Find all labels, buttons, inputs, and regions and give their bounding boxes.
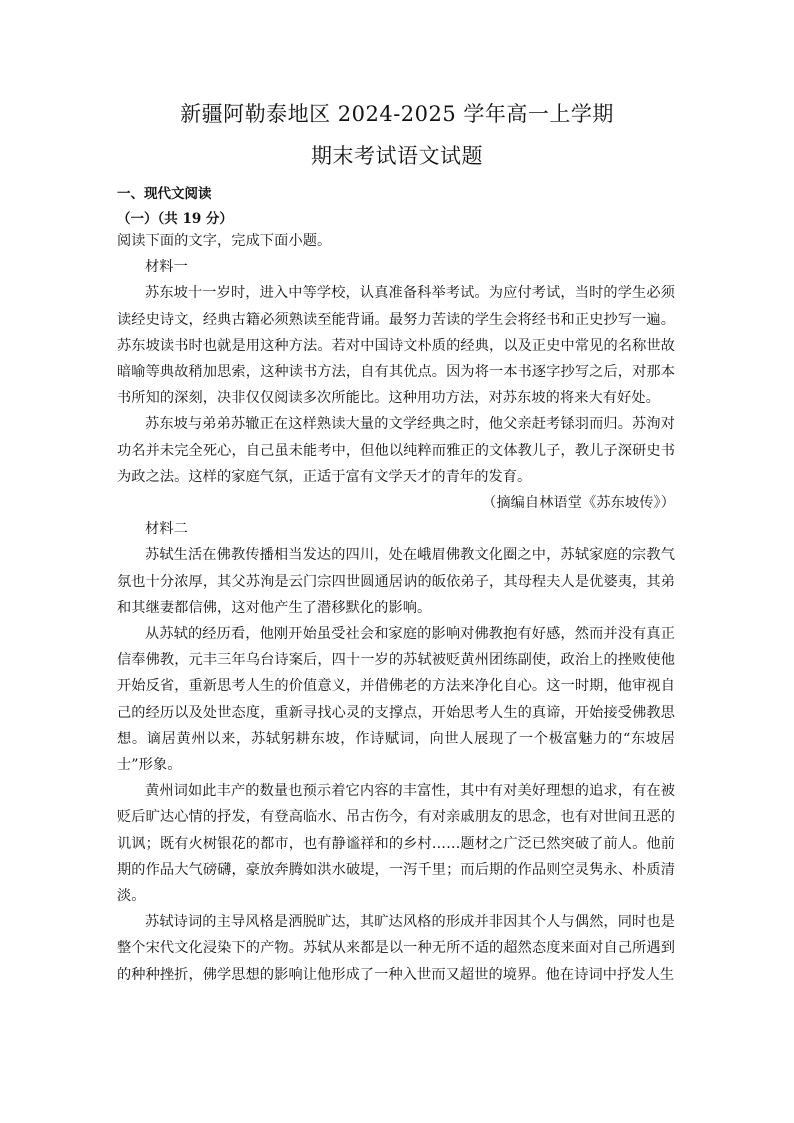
material-label: 材料二 — [145, 521, 188, 538]
material-label: 材料一 — [145, 259, 188, 276]
source-citation: （摘编自林语堂《苏东坡传》） — [482, 495, 675, 512]
paragraph: 黄州词如此丰产的数量也预示着它内容的丰富性，其中有对美好理想的追求，有在被贬后旷达心情的抒发，有登高临水、吊古伤今，有对亲戚朋友的思念，也有对世间丑恶的讥讽；既有火树银花的都市，也有静谧祥和的乡村……题材之广泛已然突破了前人。他前期的作品大气磅礴，豪放奔腾如洪水破堤，一泻千里；而后期的作品则空灵隽永、朴质清淡。 — [117, 783, 675, 905]
instruction-text: 阅读下面的文字，完成下面小题。 — [117, 233, 332, 249]
paragraph: 苏轼诗词的主导风格是洒脱旷达，其旷达风格的形成并非因其个人与偶然，同时也是整个宋代文化浸染下的产物。苏轼从来都是以一种无所不适的超然态度来面对自己所遇到的种种挫折，佛学思想的影响让他形成了一种入世而又超世的境界。他在诗词中抒发人生 — [117, 914, 675, 983]
document-title-line2: 期末考试语文试题 — [311, 144, 483, 168]
subsection-heading: （一）（共 19 分） — [117, 211, 233, 227]
paragraph: 苏东坡与弟弟苏辙正在这样熟读大量的文学经典之时，他父亲赶考铩羽而归。苏洵对功名并未完全死心，自己虽未能考中，但他以纯粹而雅正的文体教儿子，教儿子深研史书为政之法。这样的家庭气氛，正适于富有文学天才的青年的发育。 — [117, 416, 675, 485]
paragraph: 苏轼生活在佛教传播相当发达的四川，处在峨眉佛教文化圈之中，苏轼家庭的宗教气氛也十分浓厚，其父苏洵是云门宗四世圆通居讷的皈依弟子，其母程夫人是优婆夷，其弟和其继妻都信佛，这对他产生了潜移默化的影响。 — [117, 547, 675, 616]
paragraph: 苏东坡十一岁时，进入中等学校，认真准备科举考试。为应付考试，当时的学生必须读经史诗文，经典古籍必须熟读至能背诵。最努力苦读的学生会将经书和正史抄写一遍。苏东坡读书时也就是用这种方法。若对中国诗文朴质的经典，以及正史中常见的名称世故暗喻等典故稍加思索，这种读书方法，自有其优点。因为将一本书逐字抄写之后，对那本书所知的深刻，决非仅仅阅读多次所能比。这种用功方法，对苏东坡的将来大有好处。 — [117, 285, 675, 407]
paragraph: 从苏轼的经历看，他刚开始虽受社会和家庭的影响对佛教抱有好感，然而并没有真正信奉佛教，元丰三年乌台诗案后，四十一岁的苏轼被贬黄州团练副使，政治上的挫败使他开始反省，重新思考人生的价值意义，并借佛老的方法来净化自心。这一时期，他审视自己的经历以及处世态度，重新寻找心灵的支撑点，开始思考人生的真谛，开始接受佛教思想。谪居黄州以来，苏轼躬耕东坡，作诗赋词，向世人展现了一个极富魅力的“东坡居士”形象。 — [117, 626, 675, 774]
document-body — [117, 228, 675, 988]
document-title-line1: 新疆阿勒泰地区 2024-2025 学年高一上学期 — [180, 102, 614, 126]
section-heading: 一、现代文阅读 — [117, 186, 212, 202]
